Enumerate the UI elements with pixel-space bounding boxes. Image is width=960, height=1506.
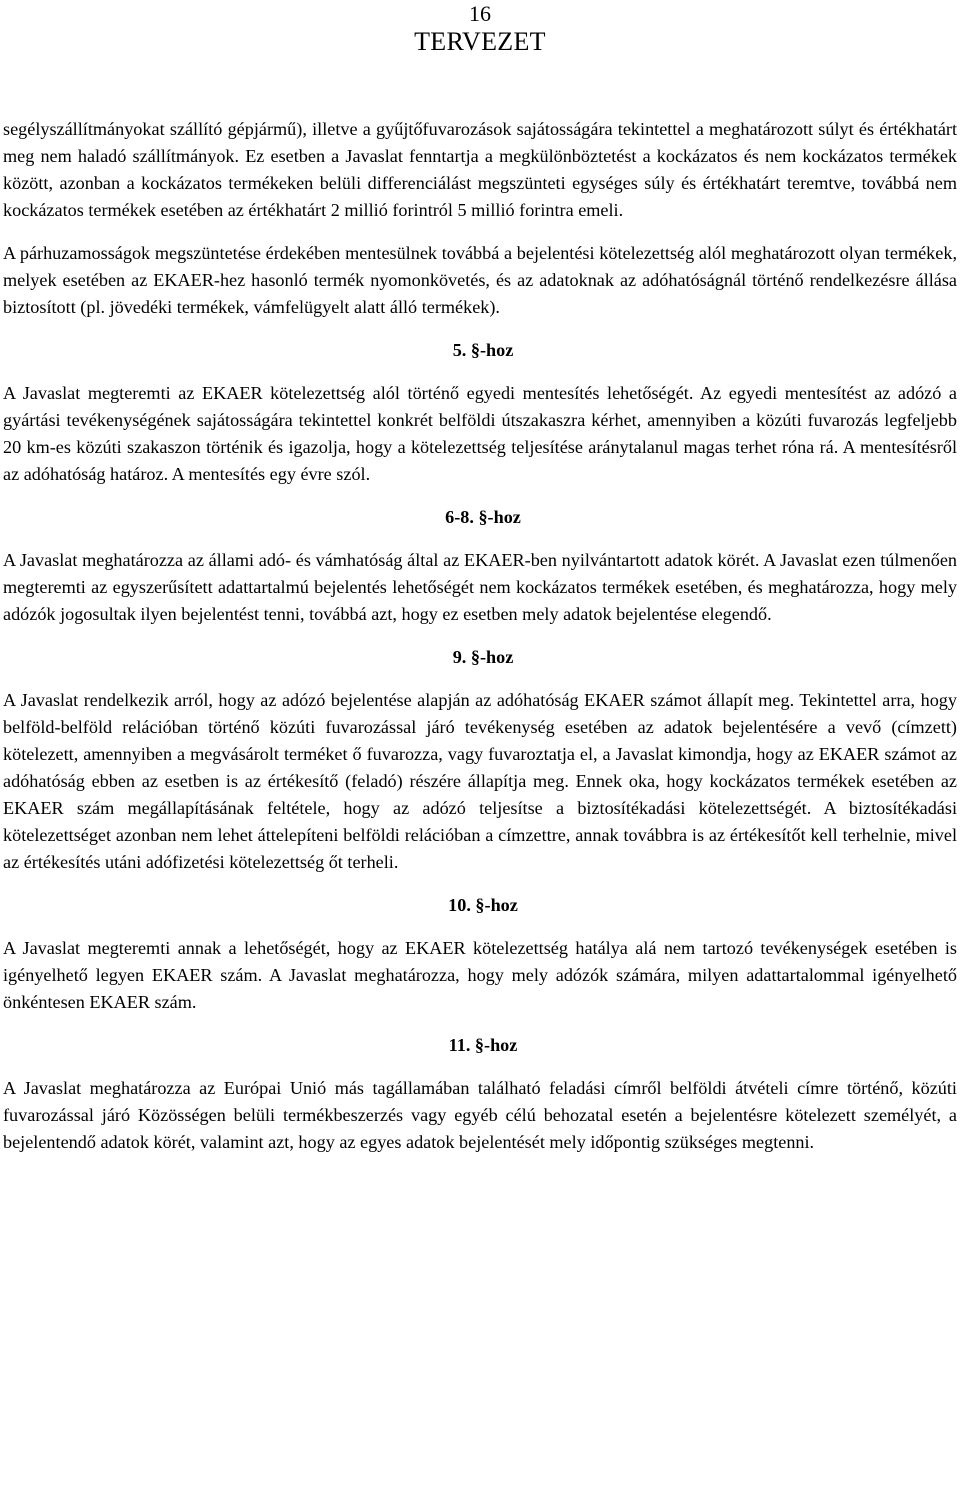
section-heading-5: 5. §-hoz — [452, 340, 514, 360]
page-number: 16 — [469, 1, 491, 26]
paragraph: A Javaslat rendelkezik arról, hogy az adózó bejelentése alapján az adóhatóság EKAER számot állapít meg. Tekintettel arra, hogy belföld-belföld relációban történő közúti fuvarozással járó tevékenység esetében az adatok bejelentésére a vevő (címzett) kötelezett, amennyiben a megvásárolt terméket ő fuvarozza, vagy fuvaroztatja el, a Javaslat kimondja, hogy az EKAER számot az adóhatóság ebben az esetben is az értékesítő (feladó) részére állapítja meg. Ennek oka, hogy kockázatos termékek esetében az EKAER szám megállapításának feltétele, hogy az adózó teljesítse a biztosítékadási kötelezettségét. A biztosítékadási kötelezettséget azonban nem lehet áttelepíteni belföldi relációban a címzettre, annak továbbra is az értékesítőt kell terhelnie, mivel az értékesítés utáni adófizetési kötelezettség őt terheli. — [3, 690, 957, 872]
document-body — [3, 116, 957, 1156]
section-heading-11: 11. §-hoz — [448, 1035, 518, 1055]
paragraph: A párhuzamosságok megszüntetése érdekében mentesülnek továbbá a bejelentési kötelezettség alól meghatározott olyan termékek, melyek esetében az EKAER-hez hasonló termék nyomonkövetés, és az adatoknak az adóhatóságnál történő rendelkezésre állása biztosított (pl. jövedéki termékek, vámfelügyelt alatt álló termékek). — [3, 243, 957, 317]
paragraph: A Javaslat meghatározza az Európai Unió más tagállamában található feladási címről belföldi átvételi címre történő, közúti fuvarozással járó Közösségen belüli termékbeszerzés vagy egyéb célú behozatal esetén a bejelentésre kötelezett személyét, a bejelentendő adatok körét, valamint azt, hogy az egyes adatok bejelentését mely időpontig szükséges megtenni. — [3, 1078, 957, 1152]
draft-label: TERVEZET — [414, 27, 546, 56]
paragraph: A Javaslat meghatározza az állami adó- és vámhatóság által az EKAER-ben nyilvántartott adatok körét. A Javaslat ezen túlmenően megteremti az egyszerűsített adattartalmú bejelentés lehetőségét nem kockázatos termékek esetében, és meghatározza, hogy mely adózók jogosultak ilyen bejelentést tenni, továbbá azt, hogy ez esetben mely adatok bejelentése elegendő. — [3, 550, 957, 624]
page-header — [0, 0, 960, 57]
section-heading-9: 9. §-hoz — [452, 647, 514, 667]
section-heading-10: 10. §-hoz — [448, 895, 518, 915]
paragraph: segélyszállítmányokat szállító gépjármű), illetve a gyűjtőfuvarozások sajátosságára tekintettel a meghatározott súlyt és értékhatárt meg nem haladó szállítmányok. Ez esetben a Javaslat fenntartja a megkülönböztetést a kockázatos és nem kockázatos termékek között, azonban a kockázatos termékeken belüli differenciálást megszünteti egységes súly és értékhatárt teremtve, továbbá nem kockázatos termékek esetében az értékhatárt 2 millió forintról 5 millió forintra emeli. — [3, 119, 957, 220]
section-heading-6-8: 6-8. §-hoz — [445, 507, 521, 527]
paragraph: A Javaslat megteremti annak a lehetőségét, hogy az EKAER kötelezettség hatálya alá nem tartozó tevékenységek esetében is igényelhető legyen EKAER szám. A Javaslat meghatározza, hogy mely adózók számára, milyen adattartalommal igényelhető önkéntesen EKAER szám. — [3, 938, 957, 1012]
paragraph: A Javaslat megteremti az EKAER kötelezettség alól történő egyedi mentesítés lehetőségét. Az egyedi mentesítést az adózó a gyártási tevékenységének sajátosságára tekintettel konkrét belföldi útszakaszra kérhet, amennyiben a közúti fuvarozás legfeljebb 20 km-es közúti szakaszon történik és igazolja, hogy a kötelezettség teljesítése aránytalanul magas terhet róna rá. A mentesítésről az adóhatóság határoz. A mentesítés egy évre szól. — [3, 383, 957, 484]
